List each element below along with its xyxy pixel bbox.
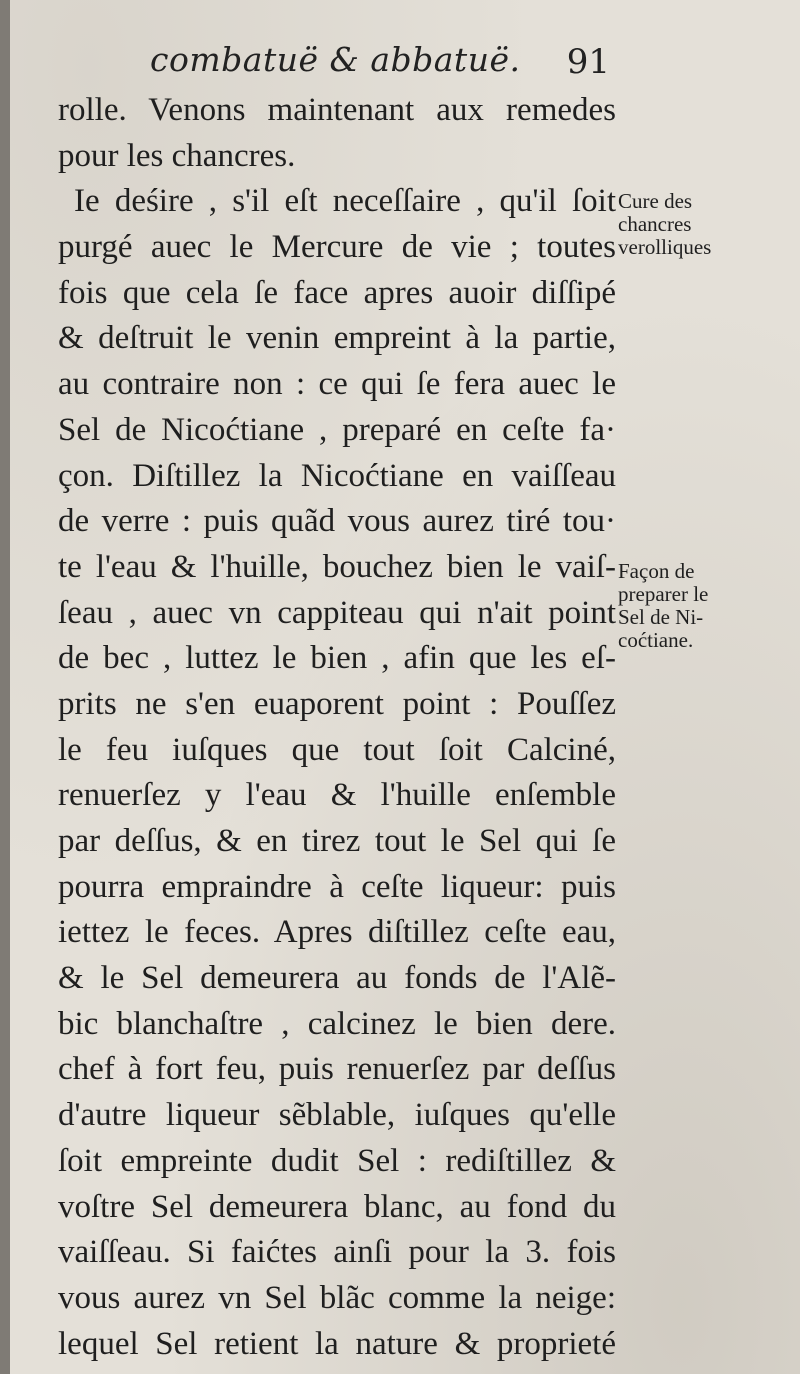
margin-note-line: preparer le [618,582,709,606]
margin-note-cure [618,190,800,259]
text-line: vous aurez vn Sel blãc comme la neige: [58,1279,616,1316]
text-line: Ie deśire , s'il eſt neceſſaire , qu'il ſoit [74,183,616,220]
text-line: rolle. Venons maintenant aux remedes [58,92,616,128]
text-line: par deſſus, & en tirez tout le Sel qui ſe [58,823,616,859]
text-line: purgé auec le Mercure de vie ; toutes [58,229,616,266]
text-line: pourra empraindre à ceſte liqueur: puis [58,868,616,905]
margin-note-line: verolliques [618,235,712,259]
text-line: d'autre liqueur sẽblable, iuſques qu'elle [58,1097,616,1134]
text-line: prits ne s'en euaporent point : Pouſſez [58,685,616,722]
text-line: vaiſſeau. Si faićtes ainſi pour la 3. fois [58,1234,616,1271]
margin-note-line: Façon de [618,559,695,583]
body-text [58,88,616,1367]
text-line: fois que cela ſe face apres auoir diſſipé [58,274,616,311]
text-line: de bec , luttez le bien , afin que les eſ- [58,640,616,677]
text-line: lequel Sel retient la nature & proprieté [58,1325,616,1362]
text-line: te l'eau & l'huille, bouchez bien le vaiſ- [58,548,616,585]
text-line: & le Sel demeurera au fonds de l'Alẽ- [58,960,616,997]
text-line: chef à fort feu, puis renuerſez par deſſus [58,1051,616,1088]
text-line: au contraire non : ce qui ſe fera auec le [58,366,616,403]
text-line: bic blanchaſtre , calcinez le bien dere. [58,1005,616,1042]
text-line: ſeau , auec vn cappiteau qui n'ait point [58,594,616,631]
text-line: & deſtruit le venin empreint à la partie, [58,320,616,357]
margin-note-line: Sel de Ni- [618,605,704,629]
margin-note-line: coćtiane. [618,628,694,652]
margin-note-facon [618,560,800,652]
margin-note-line: Cure des [618,189,693,213]
text-line: Sel de Nicoćtiane , preparé en ceſte fa· [58,411,616,448]
text-line: çon. Diſtillez la Nicoćtiane en vaiſſeau [58,457,616,494]
text-line: ſoit empreinte dudit Sel : rediſtillez & [58,1142,616,1179]
book-page [10,0,800,1374]
text-line: iettez le feces. Apres diſtillez ceſte eau, [58,914,616,951]
text-line: renuerſez y l'eau & l'huille enſemble [58,777,616,814]
text-line: voſtre Sel demeurera blanc, au fond du [58,1188,616,1225]
text-line: de verre : puis quãd vous aurez tiré tou· [58,503,616,540]
running-head: combatuë & abbatuë. [150,40,521,79]
text-line: le feu iuſques que tout ſoit Calciné, [58,731,616,768]
page-number: 91 [566,42,610,82]
margin-note-line: chancres [618,212,692,236]
page-header [150,40,610,90]
text-line: pour les chancres. [58,137,296,174]
